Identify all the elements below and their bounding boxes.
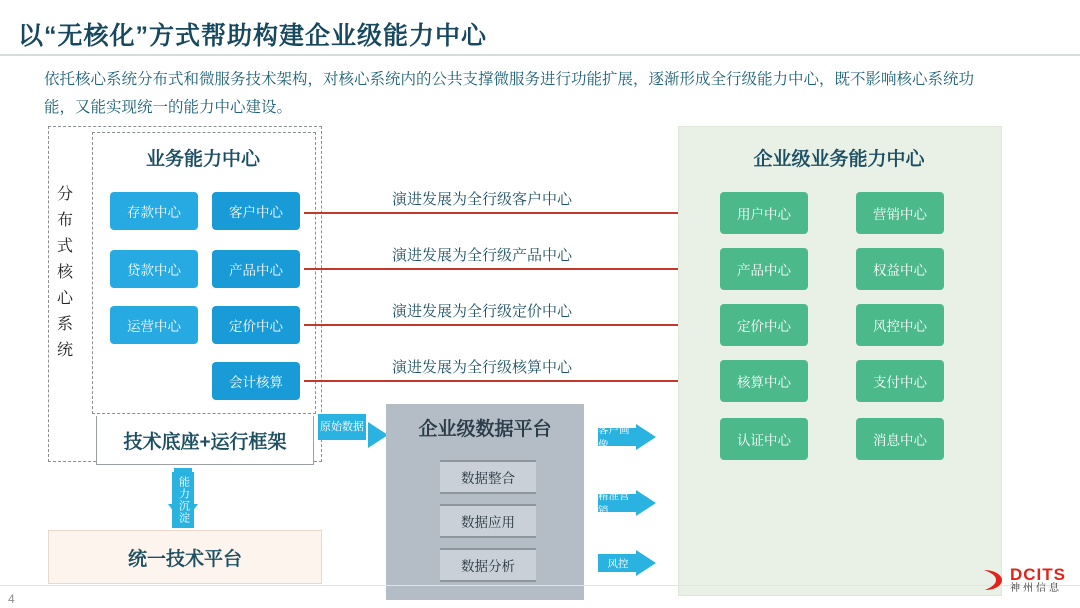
- evolution-label-accounting: 演进发展为全行级核算中心: [392, 359, 573, 376]
- gchip-marketing-center[interactable]: 营销中心: [856, 192, 944, 234]
- evolution-arrow-line-product: [304, 268, 712, 270]
- chip-customer-center[interactable]: 客户中心: [212, 192, 300, 230]
- data-platform-title: 企业级数据平台: [418, 419, 552, 440]
- page-number: 4: [8, 592, 15, 606]
- arrow-precision-marketing: [598, 490, 656, 516]
- arrow-label-precision-marketing: 精准营销: [598, 490, 630, 517]
- footer-divider: [0, 585, 1080, 586]
- chip-deposit-center[interactable]: 存款中心: [110, 192, 198, 230]
- chip-accounting[interactable]: 会计核算: [212, 362, 300, 400]
- evolution-arrow-line-customer: [304, 212, 712, 214]
- chip-pricing-center[interactable]: 定价中心: [212, 306, 300, 344]
- company-logo: [980, 566, 1066, 594]
- arrow-head: [636, 424, 656, 450]
- gchip-product-center[interactable]: 产品中心: [720, 248, 808, 290]
- arrow-risk-control: [598, 550, 656, 576]
- evolution-arrow-line-accounting: [304, 380, 712, 382]
- evolution-label-pricing: 演进发展为全行级定价中心: [392, 303, 573, 320]
- data-platform-item-application[interactable]: 数据应用: [440, 504, 536, 538]
- chip-loan-center[interactable]: 贷款中心: [110, 250, 198, 288]
- arrow-label-risk-control: 风控: [607, 557, 629, 570]
- chip-operation-center[interactable]: 运营中心: [110, 306, 198, 344]
- gchip-rights-center[interactable]: 权益中心: [856, 248, 944, 290]
- enterprise-capability-title: 企业级业务能力中心: [753, 149, 925, 170]
- intro-paragraph: 依托核心系统分布式和微服务技术架构，对核心系统内的公共支撑微服务进行功能扩展，逐渐形成全行级能力中心，既不影响核心系统功能，又能实现统一的能力中心建设。: [44, 71, 975, 116]
- gchip-riskcontrol-center[interactable]: 风控中心: [856, 304, 944, 346]
- arrow-customer-profile: [598, 424, 656, 450]
- arrow-label-customer-profile: 客户画像: [598, 424, 630, 451]
- gchip-accounting-center[interactable]: 核算中心: [720, 360, 808, 402]
- arrow-head: [636, 490, 656, 516]
- tag-raw-data: 原始数据: [318, 414, 366, 440]
- logo-text-en: DCITS: [1010, 564, 1066, 584]
- data-platform-item-integration[interactable]: 数据整合: [440, 460, 536, 494]
- evolution-label-product: 演进发展为全行级产品中心: [392, 247, 573, 264]
- distributed-core-label: 分布式核心系统: [56, 186, 73, 359]
- tech-foundation-bar: 技术底座+运行框架: [96, 416, 314, 465]
- business-capability-title: 业务能力中心: [145, 149, 260, 170]
- logo-text: [1010, 566, 1066, 594]
- arrow-head: [636, 550, 656, 576]
- page-title: 以“无核化”方式帮助构建企业级能力中心: [18, 22, 488, 50]
- logo-text-cn: 神州信息: [1010, 582, 1062, 594]
- title-divider: [0, 54, 1080, 56]
- gchip-user-center[interactable]: 用户中心: [720, 192, 808, 234]
- gchip-payment-center[interactable]: 支付中心: [856, 360, 944, 402]
- evolution-label-customer: 演进发展为全行级客户中心: [392, 191, 573, 208]
- chip-product-center[interactable]: 产品中心: [212, 250, 300, 288]
- unified-tech-platform: 统一技术平台: [48, 530, 322, 584]
- tag-capability-precipitation: 能力沉淀: [172, 472, 194, 528]
- data-platform-item-analysis[interactable]: 数据分析: [440, 548, 536, 582]
- dcits-mark-icon: [980, 567, 1006, 593]
- gchip-auth-center[interactable]: 认证中心: [720, 418, 808, 460]
- evolution-arrow-line-pricing: [304, 324, 712, 326]
- gchip-message-center[interactable]: 消息中心: [856, 418, 944, 460]
- arrow-head: [368, 422, 388, 448]
- gchip-pricing-center[interactable]: 定价中心: [720, 304, 808, 346]
